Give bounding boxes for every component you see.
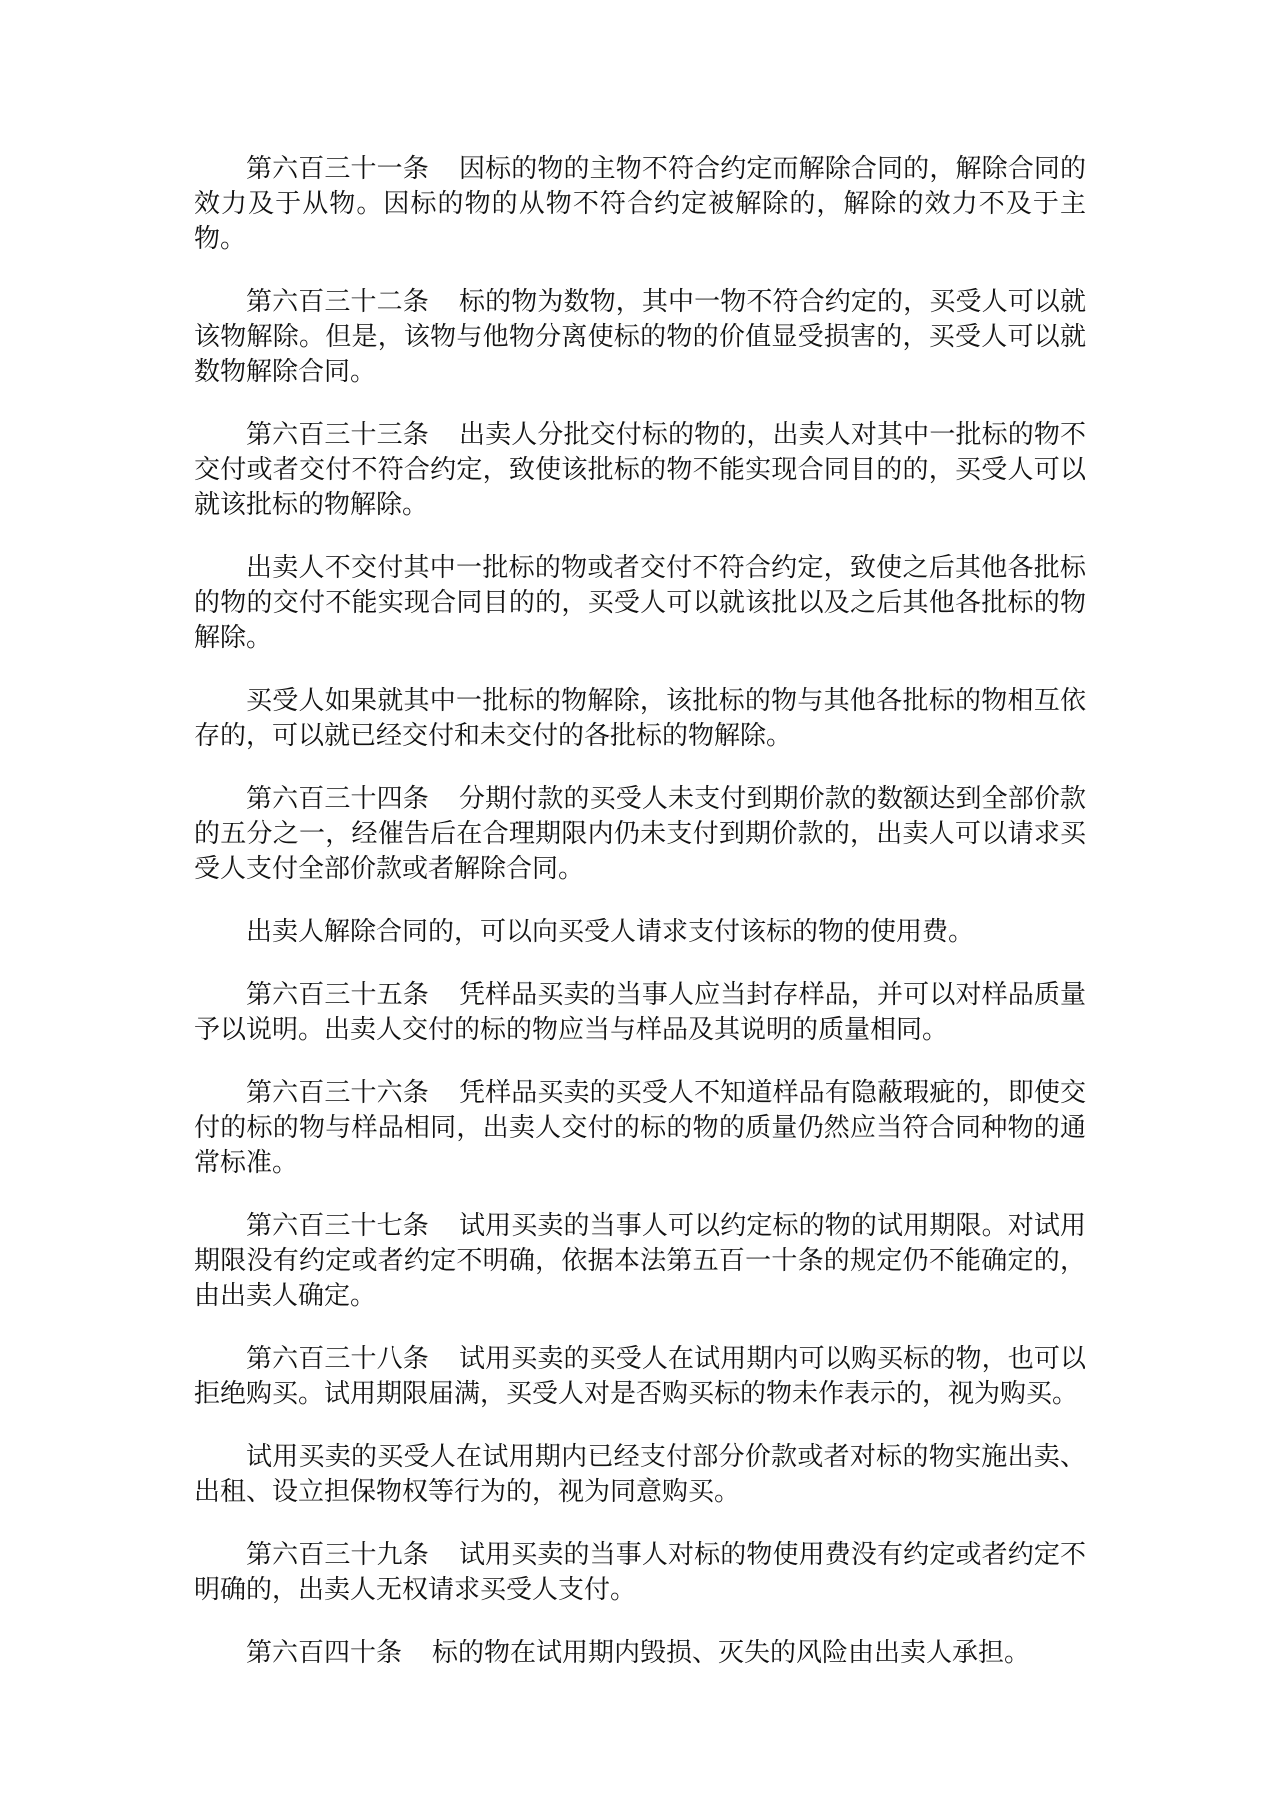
paragraph-article-637 (194, 1209, 1086, 1314)
paragraph-text: 试用买卖的买受人在试用期内已经支付部分价款或者对标的物实施出卖、出租、设立担保物权等行为的，视为同意购买。 (194, 1442, 1086, 1507)
article-text: 出卖人分批交付标的物的，出卖人对其中一批标的物不交付或者交付不符合约定，致使该批标的物不能实现合同目的的，买受人可以就该批标的物解除。 (194, 420, 1086, 520)
paragraph-text: 出卖人不交付其中一批标的物或者交付不符合约定，致使之后其他各批标的物的交付不能实现合同目的的，买受人可以就该批以及之后其他各批标的物解除。 (194, 553, 1086, 653)
paragraph-article-632 (194, 285, 1086, 390)
paragraph-text: 买受人如果就其中一批标的物解除，该批标的物与其他各批标的物相互依存的，可以就已经交付和未交付的各批标的物解除。 (194, 686, 1086, 751)
article-number: 第六百三十五条 (246, 980, 429, 1010)
article-number: 第六百三十八条 (246, 1344, 429, 1374)
article-text: 试用买卖的当事人对标的物使用费没有约定或者约定不明确的，出卖人无权请求买受人支付。 (194, 1540, 1086, 1605)
paragraph-article-638 (194, 1342, 1086, 1412)
article-text: 标的物为数物，其中一物不符合约定的，买受人可以就该物解除。但是，该物与他物分离使标的物的价值显受损害的，买受人可以就数物解除合同。 (194, 287, 1086, 387)
paragraph-article-635 (194, 978, 1086, 1048)
document-body (194, 152, 1086, 1699)
article-number: 第六百三十二条 (246, 287, 429, 317)
article-number: 第六百三十七条 (246, 1211, 429, 1241)
article-number: 第六百三十一条 (246, 154, 429, 184)
paragraph-article-634 (194, 782, 1086, 887)
article-number: 第六百三十六条 (246, 1078, 429, 1108)
article-text: 分期付款的买受人未支付到期价款的数额达到全部价款的五分之一，经催告后在合理期限内仍未支付到期价款的，出卖人可以请求买受人支付全部价款或者解除合同。 (194, 784, 1086, 884)
article-text: 标的物在试用期内毁损、灭失的风险由出卖人承担。 (432, 1638, 1031, 1668)
paragraph-article-633-clause-2 (194, 551, 1086, 656)
article-text: 试用买卖的当事人可以约定标的物的试用期限。对试用期限没有约定或者约定不明确，依据本法第五百一十条的规定仍不能确定的，由出卖人确定。 (194, 1211, 1086, 1311)
paragraph-article-633-clause-3 (194, 684, 1086, 754)
article-number: 第六百三十三条 (246, 420, 429, 450)
article-text: 凭样品买卖的当事人应当封存样品，并可以对样品质量予以说明。出卖人交付的标的物应当与样品及其说明的质量相同。 (194, 980, 1086, 1045)
paragraph-article-631 (194, 152, 1086, 257)
article-text: 因标的物的主物不符合约定而解除合同的，解除合同的效力及于从物。因标的物的从物不符合约定被解除的，解除的效力不及于主物。 (194, 154, 1086, 254)
article-number: 第六百三十九条 (246, 1540, 429, 1570)
article-number: 第六百四十条 (246, 1638, 403, 1668)
paragraph-article-636 (194, 1076, 1086, 1181)
paragraph-article-634-clause-2 (194, 915, 1086, 950)
paragraph-article-640 (194, 1636, 1086, 1671)
paragraph-article-639 (194, 1538, 1086, 1608)
paragraph-article-633 (194, 418, 1086, 523)
article-text: 凭样品买卖的买受人不知道样品有隐蔽瑕疵的，即使交付的标的物与样品相同，出卖人交付的标的物的质量仍然应当符合同种物的通常标准。 (194, 1078, 1086, 1178)
paragraph-article-638-clause-2 (194, 1440, 1086, 1510)
paragraph-text: 出卖人解除合同的，可以向买受人请求支付该标的物的使用费。 (246, 917, 975, 947)
article-text: 试用买卖的买受人在试用期内可以购买标的物，也可以拒绝购买。试用期限届满，买受人对是否购买标的物未作表示的，视为购买。 (194, 1344, 1086, 1409)
article-number: 第六百三十四条 (246, 784, 429, 814)
